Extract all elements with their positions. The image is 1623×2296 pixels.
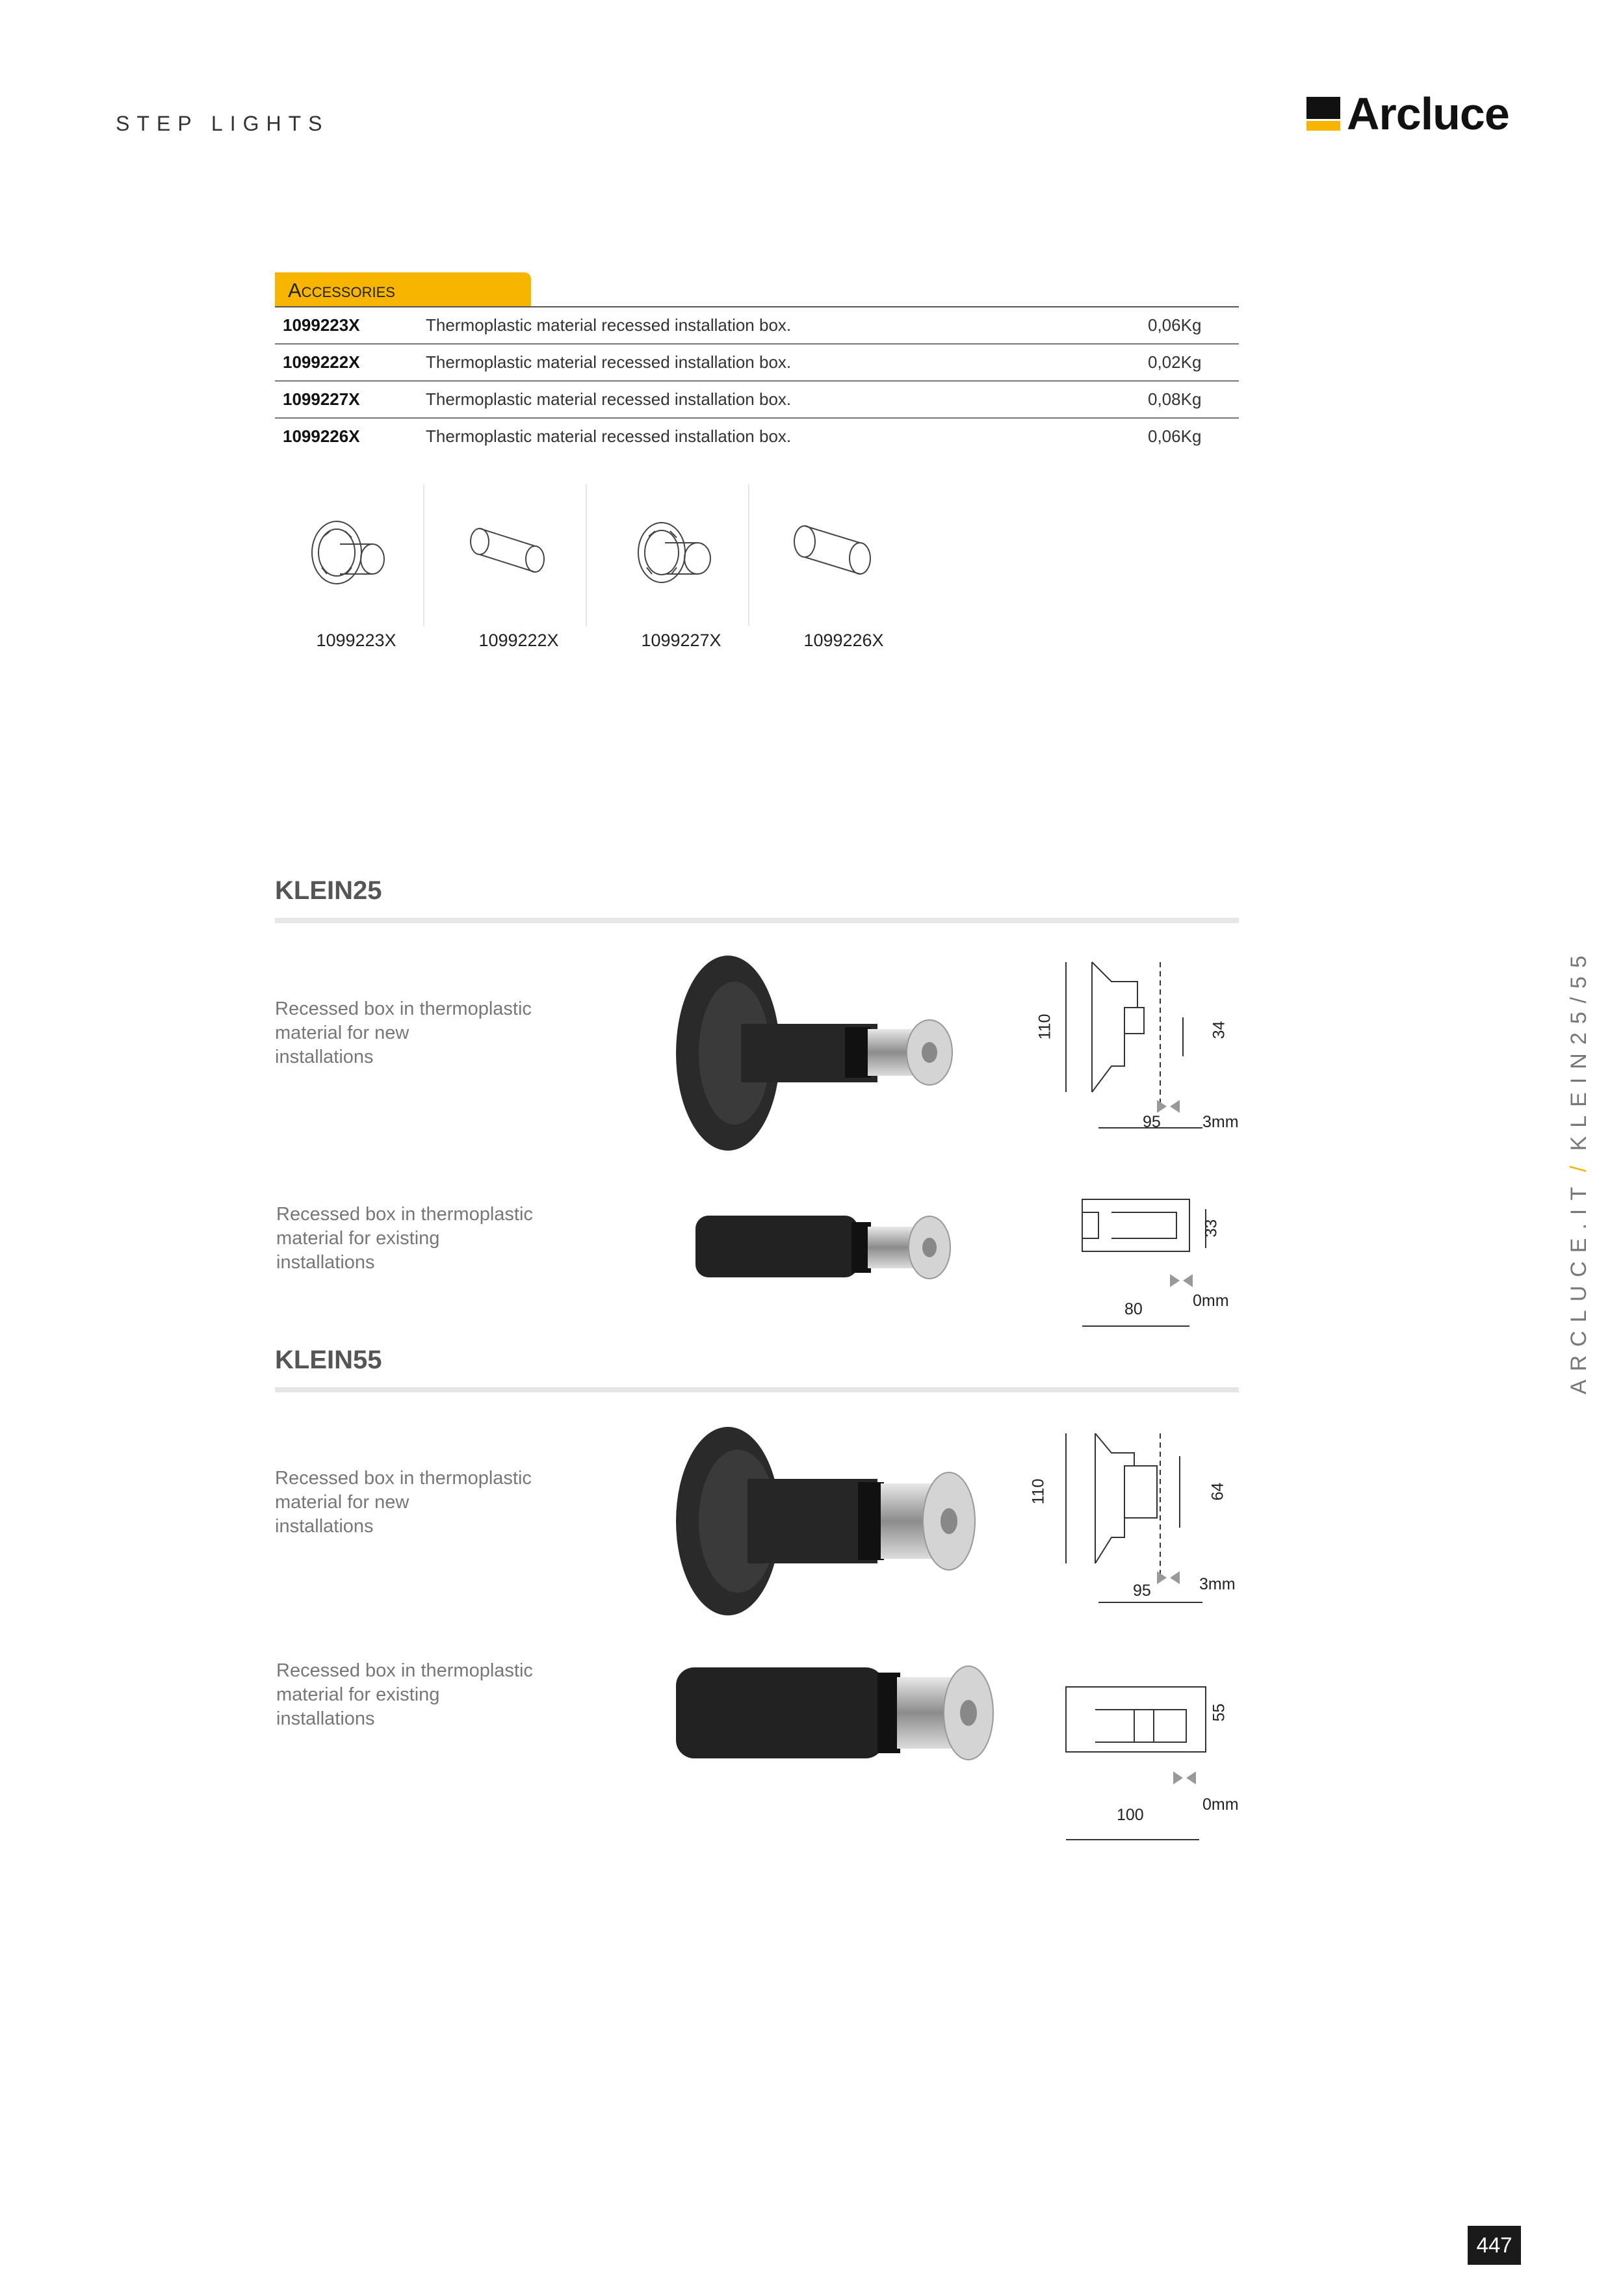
box-tube-thumbnail xyxy=(762,484,925,626)
product-range-text: KLEIN25/55 xyxy=(1566,947,1591,1151)
brand-logo[interactable] xyxy=(1306,88,1509,139)
box-flanged-thumbnail xyxy=(600,484,762,626)
logo-mark-icon xyxy=(1306,97,1340,131)
slash-separator: / xyxy=(1566,1157,1591,1172)
dimension-label: 33 xyxy=(1202,1219,1221,1238)
box-tube-thumbnail xyxy=(437,484,600,626)
table-row xyxy=(275,382,1239,419)
accessory-code: 1099222X xyxy=(283,352,360,372)
box-flanged-thumbnail xyxy=(275,484,437,626)
dimension-label: 110 xyxy=(1035,1013,1054,1040)
accessory-description: Thermoplastic material recessed installation box. xyxy=(426,389,792,409)
divider xyxy=(275,918,1239,923)
accessory-weight: 0,06Kg xyxy=(1148,426,1202,446)
product-photo-tube xyxy=(689,1206,975,1294)
dimension-label: 80 xyxy=(1124,1300,1143,1318)
thumbnail-label: 1099222X xyxy=(478,631,559,650)
dimension-label: 95 xyxy=(1133,1582,1151,1600)
thumbnail-label: 1099226X xyxy=(803,631,884,650)
product-title: KLEIN55 xyxy=(275,1346,382,1374)
side-website-label xyxy=(1566,947,1592,1394)
table-row xyxy=(275,307,1239,345)
dimension-label: 3mm xyxy=(1199,1575,1236,1593)
brand-name: Arcluce xyxy=(1347,88,1509,139)
product-photo-flanged xyxy=(663,952,988,1157)
dimension-drawing-existing xyxy=(1056,1680,1212,1853)
thumbnail-label: 1099223X xyxy=(316,631,396,650)
accessories-heading: Accessories xyxy=(275,272,531,306)
dimension-label: 95 xyxy=(1143,1113,1161,1131)
accessory-weight: 0,06Kg xyxy=(1148,315,1202,335)
website-text: ARCLUCE.IT xyxy=(1566,1178,1591,1394)
table-row xyxy=(275,345,1239,382)
accessories-table xyxy=(275,306,1239,454)
section-label: STEP LIGHTS xyxy=(116,112,330,135)
product-description: Recessed box in thermoplastic material for existing installations xyxy=(276,1660,533,1729)
product-photo-flanged xyxy=(663,1424,1001,1628)
page-number: 447 xyxy=(1468,2226,1521,2265)
divider xyxy=(275,1387,1239,1392)
accessory-code: 1099223X xyxy=(283,315,360,335)
product-description: Recessed box in thermoplastic material for new installations xyxy=(275,1468,532,1537)
dimension-label: 64 xyxy=(1208,1482,1227,1501)
accessory-description: Thermoplastic material recessed installation box. xyxy=(426,426,792,446)
table-row xyxy=(275,419,1239,454)
dimension-drawing-existing xyxy=(1072,1193,1228,1339)
accessory-weight: 0,02Kg xyxy=(1148,352,1202,372)
dimension-label: 100 xyxy=(1117,1806,1144,1824)
product-title: KLEIN25 xyxy=(275,876,382,905)
accessory-code: 1099227X xyxy=(283,389,360,409)
product-photo-tube xyxy=(669,1654,1007,1775)
dimension-label: 55 xyxy=(1210,1703,1228,1722)
dimension-label: 110 xyxy=(1029,1478,1048,1505)
dimension-label: 0mm xyxy=(1193,1292,1229,1310)
accessory-description: Thermoplastic material recessed installation box. xyxy=(426,352,792,372)
accessory-weight: 0,08Kg xyxy=(1148,389,1202,409)
dimension-label: 3mm xyxy=(1202,1113,1239,1131)
dimension-label: 34 xyxy=(1210,1021,1228,1039)
product-description: Recessed box in thermoplastic material for existing installations xyxy=(276,1204,533,1273)
product-description: Recessed box in thermoplastic material for new installations xyxy=(275,998,532,1067)
dimension-label: 0mm xyxy=(1202,1795,1239,1814)
accessory-description: Thermoplastic material recessed installation box. xyxy=(426,315,792,335)
thumbnail-label: 1099227X xyxy=(641,631,721,650)
accessory-code: 1099226X xyxy=(283,426,360,446)
